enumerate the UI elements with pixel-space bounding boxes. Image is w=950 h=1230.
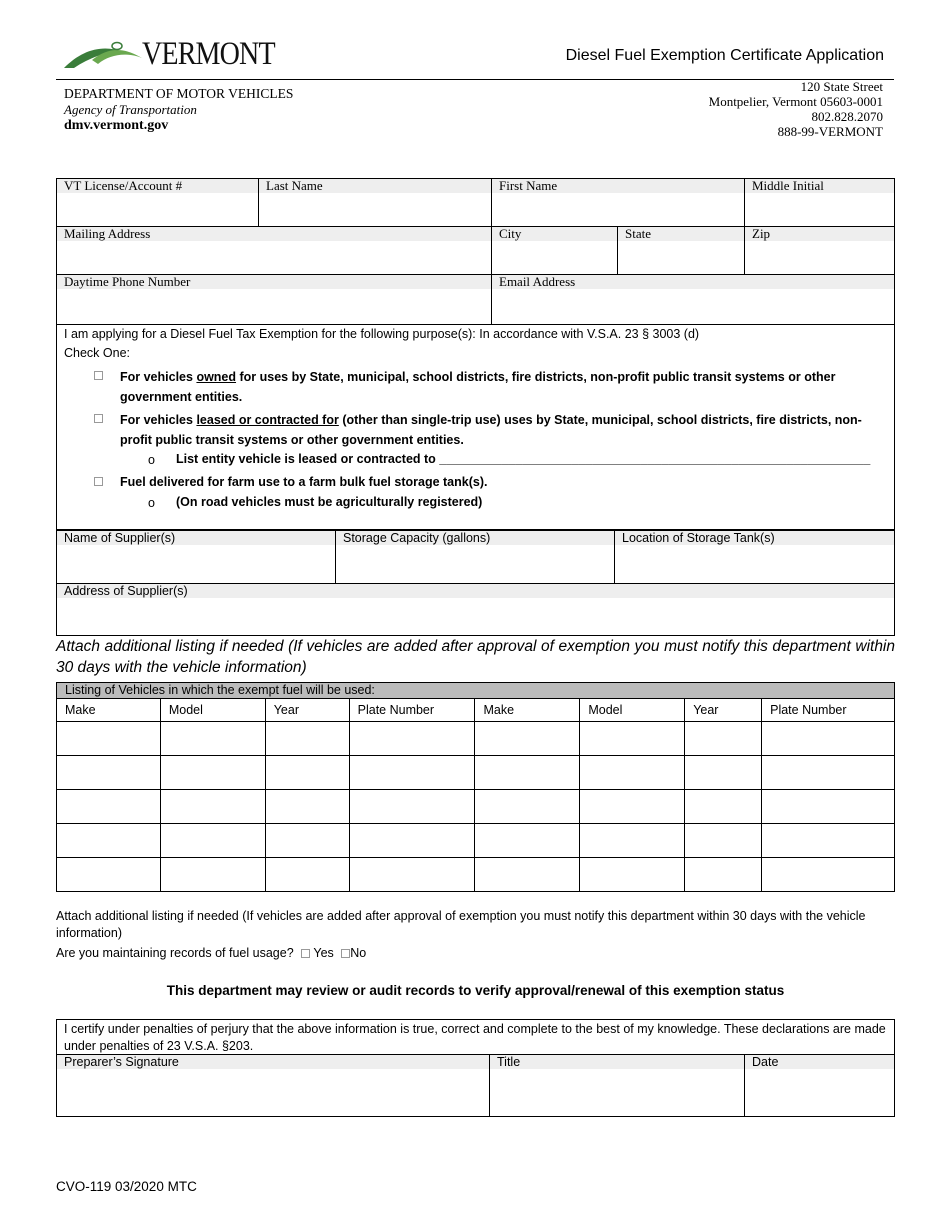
table-cell[interactable] [580, 722, 685, 756]
owned-vehicles-checkbox[interactable] [94, 371, 103, 380]
document-title: Diesel Fuel Exemption Certificate Application [565, 47, 884, 64]
tank-location-field[interactable] [614, 529, 895, 584]
email-field[interactable] [491, 274, 895, 325]
attach-listing-note-2: Attach additional listing if needed (If vehicles are added after approval of exemption you must notify this department within 30 days with the vehicle information) [56, 909, 866, 940]
date-field[interactable] [744, 1054, 895, 1117]
table-cell[interactable] [580, 756, 685, 790]
table-row [57, 790, 895, 824]
owned-vehicles-option [120, 367, 890, 407]
department-name: DEPARTMENT OF MOTOR VEHICLES [64, 86, 294, 101]
date-label: Date [745, 1055, 894, 1069]
table-cell[interactable] [475, 790, 580, 824]
table-cell[interactable] [762, 722, 895, 756]
table-cell[interactable] [265, 824, 349, 858]
table-cell[interactable] [160, 722, 265, 756]
table-cell[interactable] [57, 858, 161, 892]
table-cell[interactable] [580, 858, 685, 892]
audit-notice: This department may review or audit records to verify approval/renewal of this exemption status [166, 983, 785, 998]
certification-box [56, 1019, 895, 1055]
records-no-checkbox[interactable] [341, 949, 350, 958]
city-field[interactable] [491, 226, 618, 275]
table-cell[interactable] [349, 824, 475, 858]
table-cell[interactable] [57, 756, 161, 790]
mailing-address-field[interactable] [56, 226, 492, 275]
col-header-year-2: Year [685, 699, 762, 722]
table-cell[interactable] [57, 722, 161, 756]
attach-listing-note: Attach additional listing if needed (If vehicles are added after approval of exemption you must notify this department within 30 days with the vehicle information) [56, 638, 895, 676]
records-no-label: No [350, 946, 367, 960]
supplier-address-label: Address of Supplier(s) [57, 584, 894, 598]
table-cell[interactable] [349, 722, 475, 756]
state-field[interactable] [617, 226, 745, 275]
table-cell[interactable] [57, 790, 161, 824]
phone-label: Daytime Phone Number [57, 275, 491, 289]
supplier-address-field[interactable] [56, 583, 895, 636]
col-header-year: Year [265, 699, 349, 722]
supplier-name-field[interactable] [56, 529, 336, 584]
table-cell[interactable] [349, 790, 475, 824]
table-cell[interactable] [57, 824, 161, 858]
zip-field[interactable] [744, 226, 895, 275]
form-code: CVO-119 03/2020 MTC [56, 1179, 197, 1194]
table-cell[interactable] [762, 790, 895, 824]
table-cell[interactable] [685, 722, 762, 756]
table-cell[interactable] [265, 858, 349, 892]
col-header-plate-2: Plate Number [762, 699, 895, 722]
tank-location-label: Location of Storage Tank(s) [615, 531, 894, 545]
middle-initial-label: Middle Initial [745, 179, 894, 193]
table-row [57, 722, 895, 756]
phone-2: 888-99-VERMONT [777, 124, 883, 139]
table-cell[interactable] [762, 756, 895, 790]
table-cell[interactable] [265, 722, 349, 756]
table-cell[interactable] [265, 790, 349, 824]
table-cell[interactable] [265, 756, 349, 790]
opt2-underline: leased or contracted for [196, 413, 339, 427]
records-yes-checkbox[interactable] [301, 949, 310, 958]
license-field[interactable] [56, 178, 259, 227]
department-block [64, 86, 293, 134]
supplier-name-label: Name of Supplier(s) [57, 531, 335, 545]
license-label: VT License/Account # [57, 179, 258, 193]
first-name-label: First Name [492, 179, 744, 193]
purpose-intro: I am applying for a Diesel Fuel Tax Exemption for the following purpose(s): In accordance with V.S.A. 23 § 3003 (d) [64, 327, 700, 341]
phone-field[interactable] [56, 274, 492, 325]
signature-label: Preparer’s Signature [57, 1055, 489, 1069]
table-cell[interactable] [762, 858, 895, 892]
mailing-address-label: Mailing Address [57, 227, 491, 241]
table-cell[interactable] [349, 756, 475, 790]
title-field[interactable] [489, 1054, 745, 1117]
email-label: Email Address [492, 275, 894, 289]
table-cell[interactable] [475, 722, 580, 756]
records-question-row [56, 946, 366, 960]
table-cell[interactable] [685, 790, 762, 824]
last-name-label: Last Name [259, 179, 491, 193]
table-cell[interactable] [762, 824, 895, 858]
first-name-field[interactable] [491, 178, 745, 227]
table-cell[interactable] [475, 858, 580, 892]
table-cell[interactable] [580, 824, 685, 858]
col-header-plate: Plate Number [349, 699, 475, 722]
table-cell[interactable] [160, 858, 265, 892]
agricultural-note: (On road vehicles must be agriculturally registered) [176, 495, 483, 509]
phone-1: 802.828.2070 [811, 109, 883, 124]
table-cell[interactable] [160, 756, 265, 790]
opt1-pre: For vehicles [120, 370, 197, 384]
table-cell[interactable] [475, 824, 580, 858]
table-cell[interactable] [685, 858, 762, 892]
table-cell[interactable] [580, 790, 685, 824]
storage-capacity-label: Storage Capacity (gallons) [336, 531, 614, 545]
opt2-pre: For vehicles [120, 413, 197, 427]
state-label: State [618, 227, 744, 241]
bullet-2: o [148, 496, 155, 510]
vehicle-table-caption: Listing of Vehicles in which the exempt fuel will be used: [57, 683, 895, 699]
signature-field[interactable] [56, 1054, 490, 1117]
address-line1: 120 State Street [800, 79, 883, 94]
col-header-model-2: Model [580, 699, 685, 722]
opt1-underline: owned [196, 370, 237, 384]
col-header-make: Make [57, 699, 161, 722]
opt1-post: for uses by State, municipal, school districts, fire districts, non-profit public transit systems or other government entities. [120, 370, 836, 404]
last-name-field[interactable] [258, 178, 492, 227]
middle-initial-field[interactable] [744, 178, 895, 227]
table-cell[interactable] [349, 858, 475, 892]
col-header-model: Model [160, 699, 265, 722]
table-cell[interactable] [160, 790, 265, 824]
title-label: Title [490, 1055, 744, 1069]
city-label: City [492, 227, 617, 241]
address-line2: Montpelier, Vermont 05603-0001 [708, 94, 883, 109]
opt2-post: (other than single-trip use) uses by State, municipal, school districts, fire districts, non-profit public transit systems or other government entities. [120, 413, 862, 447]
certification-text: I certify under penalties of perjury that the above information is true, correct and complete to the best of my knowledge. These declarations are made under penalties of 23 V.S.A. §203. [64, 1022, 886, 1053]
bullet-1: o [148, 453, 155, 467]
website: dmv.vermont.gov [64, 118, 169, 133]
col-header-make-2: Make [475, 699, 580, 722]
farm-fuel-option: Fuel delivered for farm use to a farm bulk fuel storage tank(s). [120, 475, 488, 489]
purpose-section [56, 324, 895, 530]
check-one-label: Check One: [64, 346, 131, 360]
zip-label: Zip [745, 227, 894, 241]
table-row [57, 824, 895, 858]
records-question: Are you maintaining records of fuel usage? [56, 946, 294, 960]
records-yes-label: Yes [313, 946, 334, 960]
table-cell[interactable] [475, 756, 580, 790]
vehicle-table [56, 682, 895, 892]
farm-fuel-checkbox[interactable] [94, 477, 103, 486]
leased-entity-line[interactable]: List entity vehicle is leased or contracted to ______________________________________________________________ [176, 452, 871, 466]
table-row [57, 858, 895, 892]
table-cell[interactable] [685, 756, 762, 790]
table-cell[interactable] [160, 824, 265, 858]
storage-capacity-field[interactable] [335, 529, 615, 584]
leased-vehicles-option [120, 410, 890, 450]
agency-name: Agency of Transportation [64, 102, 197, 117]
table-row [57, 756, 895, 790]
address-block [709, 79, 883, 139]
table-cell[interactable] [685, 824, 762, 858]
logo-wordmark: VERMONT [142, 36, 275, 72]
leased-vehicles-checkbox[interactable] [94, 414, 103, 423]
